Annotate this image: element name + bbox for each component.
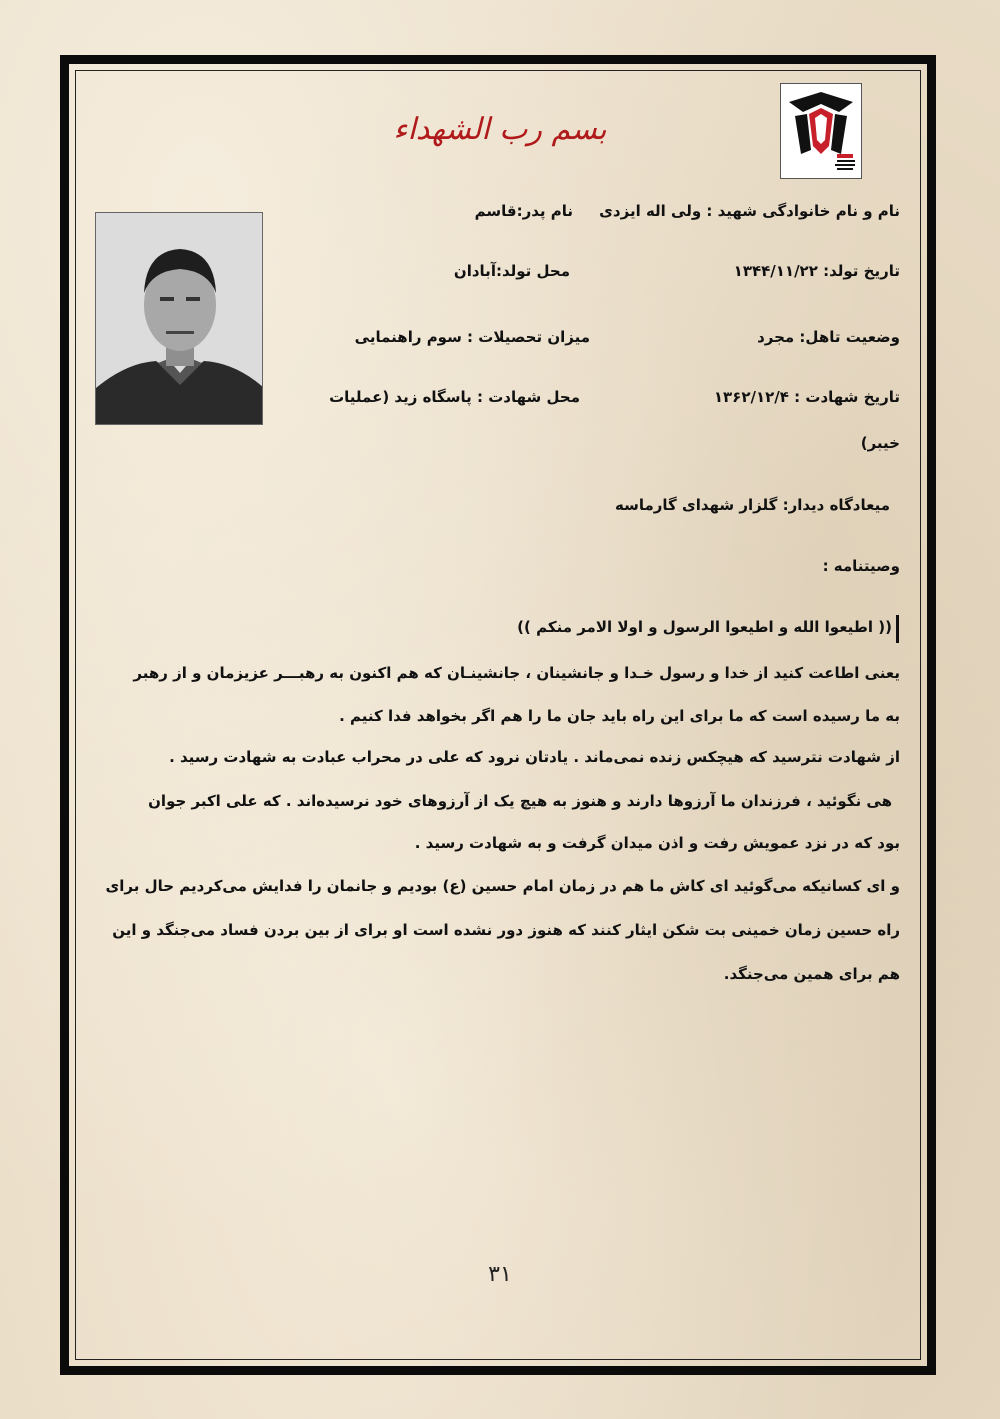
info-birth-date: تاریخ تولد: ۱۳۴۴/۱۱/۲۲ — [733, 262, 900, 280]
info-birth-place: محل تولد:آبادان — [453, 262, 570, 280]
father-name-value: نام پدر:قاسم — [474, 202, 574, 220]
martyr-photo — [95, 212, 263, 425]
info-education: میزان تحصیلات : سوم راهنمایی — [354, 328, 590, 346]
foundation-logo — [780, 83, 862, 179]
will-line: به ما رسیده است که ما برای این راه باید جان ما را هم اگر بخواهد فدا کنیم . — [339, 707, 900, 725]
page-title: بسم رب الشهداء — [393, 112, 607, 147]
will-line: یعنی اطاعت کنید از خدا و رسول خـدا و جانشینان ، جانشینـان که هم اکنون به رهبـــر عزیزمان و از رهبر — [133, 664, 900, 682]
will-line: از شهادت نترسید که هیچکس زنده نمی‌ماند . یادتان نرود که علی در محراب عبادت به شهادت رسید . — [169, 748, 900, 766]
info-name — [475, 202, 900, 220]
info-meeting-place: میعادگاه دیدار: گلزار شهدای گارماسه — [615, 496, 890, 514]
info-martyrdom-date: تاریخ شهادت : ۱۳۶۲/۱۲/۴ — [713, 388, 900, 406]
will-line: هی نگوئید ، فرزندان ما آرزوها دارند و هنوز به هیچ یک از آرزوهای خود نرسیده‌اند . که علی اکبر جوان — [148, 792, 892, 810]
page-number: ۳۱ — [488, 1262, 512, 1287]
will-line: و ای کسانیکه می‌گوئید ای کاش ما هم در زمان امام حسین (ع) بودیم و جانمان را فدایش می‌کردیم حال برای — [105, 877, 900, 895]
info-martyrdom-place: محل شهادت : پاسگاه زید (عملیات — [329, 388, 580, 406]
name-value: نام و نام خانوادگی شهید : ولی اله ایزدی — [599, 202, 900, 220]
will-line: راه حسین زمان خمینی بت شکن ایثار کنند که هنوز دور نشده است او برای از بین بردن فساد می‌جنگد و این — [112, 921, 900, 939]
will-verse: (( اطیعوا الله و اطیعوا الرسول و اولا الامر منکم )) — [517, 618, 892, 636]
info-marital-status: وضعیت تاهل: مجرد — [757, 328, 900, 346]
will-line: بود که در نزد عمویش رفت و اذن میدان گرفت و به شهادت رسید . — [414, 834, 900, 852]
info-martyrdom-place-cont: خیبر) — [860, 434, 900, 452]
will-heading: وصیتنامه : — [822, 557, 900, 575]
will-line: هم برای همین می‌جنگد. — [723, 965, 900, 983]
verse-marker — [896, 615, 899, 643]
